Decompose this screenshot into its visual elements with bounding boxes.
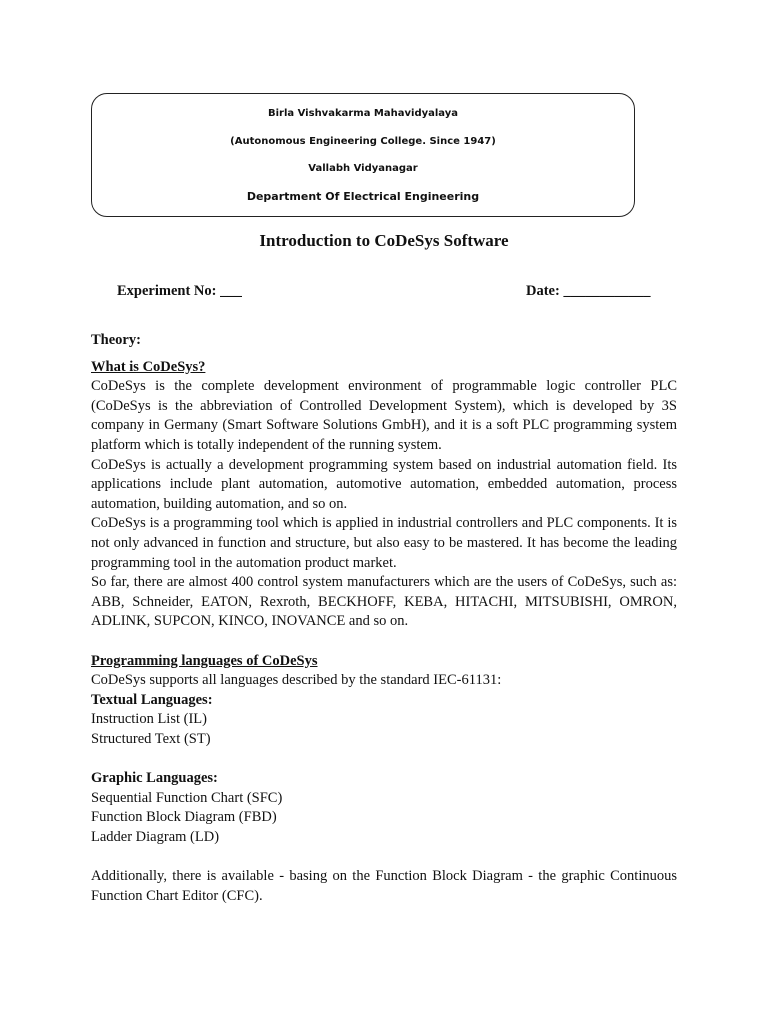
experiment-number-label: Experiment No: ___ [117,283,242,299]
graphic-languages-heading: Graphic Languages: [91,770,218,787]
theory-paragraph: CoDeSys is a programming tool which is applied in industrial controllers and PLC components. It is not only advanced in function and structure, but also easy to be mastered. It has become the leading programming tool in the automation product market. [91,515,677,571]
department-name: Department Of Electrical Engineering [246,190,480,203]
graphic-language-item: Ladder Diagram (LD) [91,828,220,845]
languages-intro: CoDeSys supports all languages described by the standard IEC-61131: [91,672,502,689]
date-label: Date: ____________ [526,283,651,299]
theory-paragraph: So far, there are almost 400 control system manufacturers which are the users of CoDeSys, such as: ABB, Schneider, EATON, Rexroth, BECKHOFF, KEBA, HITACHI, MITSUBISHI, OMRON, ADLINK, SUPCON, KINCO, INOVANCE and so on. [91,574,677,630]
languages-heading: Programming languages of CoDeSys [91,652,318,669]
graphic-language-item: Function Block Diagram (FBD) [91,809,277,826]
theory-heading: Theory: [91,332,141,348]
what-is-codesys-heading: What is CoDeSys? [91,358,206,375]
textual-language-item: Structured Text (ST) [91,730,211,747]
college-note: (Autonomous Engineering College. Since 1947) [230,136,496,147]
additional-note: Additionally, there is available - basing on the Function Block Diagram - the graphic Continuous Function Chart Editor (CFC). [91,868,677,904]
college-city: Vallabh Vidyanagar [308,163,418,174]
college-header-box [91,93,635,217]
document-title: Introduction to CoDeSys Software [259,231,509,250]
graphic-language-item: Sequential Function Chart (SFC) [91,789,283,806]
theory-paragraph: CoDeSys is actually a development programming system based on industrial automation field. Its applications include plant automation, automotive automation, embedded automation, process automation, building automation, and so on. [91,456,677,512]
textual-language-item: Instruction List (IL) [91,711,207,728]
document-body [91,331,677,906]
college-name: Birla Vishvakarma Mahavidyalaya [267,108,459,119]
theory-paragraph: CoDeSys is the complete development environment of programmable logic controller PLC (CoDeSys is the abbreviation of Controlled Development System), which is developed by 3S company in Germany (Smart Software Solutions GmbH), and it is a soft PLC programming system platform which is totally independent of the running system. [91,378,677,453]
textual-languages-heading: Textual Languages: [91,691,213,708]
